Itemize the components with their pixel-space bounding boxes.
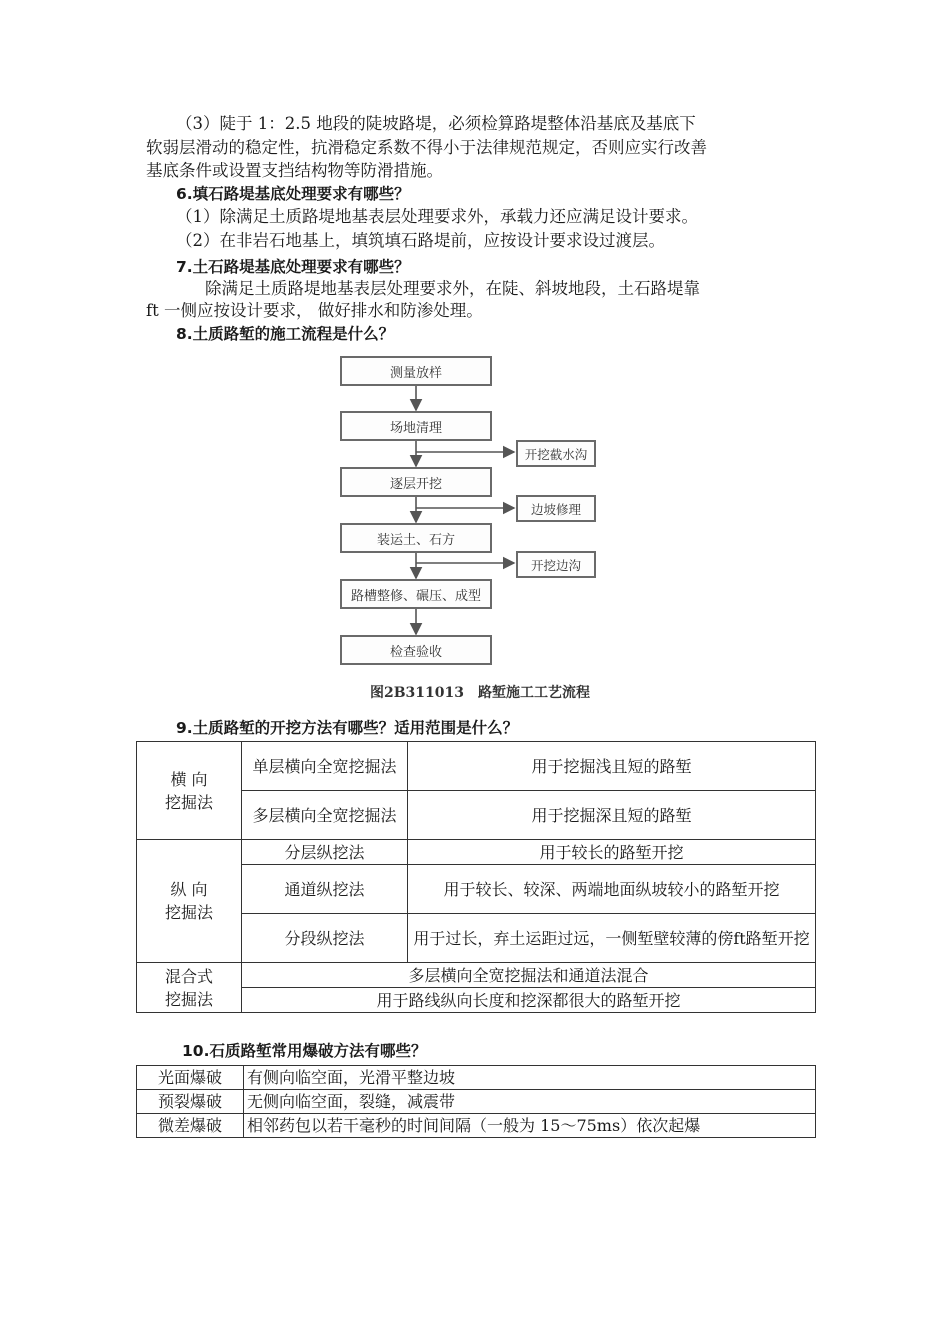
paragraph-3-line-1: （3）陡于 1：2.5 地段的陡坡路堤，必须检算路堤整体沿基底及基底下 <box>176 114 696 133</box>
paragraph-3-line-2: 软弱层滑动的稳定性，抗滑稳定系数不得小于法律规范规定，否则应实行改善 <box>146 138 707 157</box>
flow-side-intercepting-ditch: 开挖截水沟 <box>516 440 596 467</box>
question-6-answer-2: （2）在非岩石地基上，填筑填石路堤前，应按设计要求设过渡层。 <box>176 231 665 250</box>
group-transverse: 横 向 挖掘法 <box>137 742 242 840</box>
blasting-method-cell: 预裂爆破 <box>137 1090 244 1114</box>
table-row <box>137 1066 816 1090</box>
table-row <box>137 840 816 865</box>
blasting-desc-cell: 无侧向临空面，裂缝，减震带 <box>244 1090 816 1114</box>
blasting-method-cell: 微差爆破 <box>137 1114 244 1138</box>
question-7-answer-line-1: 除满足土质路堤地基表层处理要求外，在陡、斜坡地段，土石路堤靠 <box>205 279 700 298</box>
construction-flowchart <box>328 352 628 714</box>
question-7-heading: 7.土石路堤基底处理要求有哪些？ <box>176 258 410 276</box>
method-cell: 通道纵挖法 <box>242 865 408 914</box>
scope-cell: 用于挖掘深且短的路堑 <box>408 791 816 840</box>
question-8-heading: 8.土质路堑的施工流程是什么？ <box>176 325 395 343</box>
blasting-desc-cell: 有侧向临空面，光滑平整边坡 <box>244 1066 816 1090</box>
question-9-heading: 9.土质路堑的开挖方法有哪些？适用范围是什么？ <box>176 719 519 737</box>
scope-cell: 用于挖掘浅且短的路堑 <box>408 742 816 791</box>
flow-side-slope-trimming: 边坡修理 <box>516 495 596 522</box>
scope-cell: 多层横向全宽挖掘法和通道法混合 <box>242 963 816 988</box>
blasting-methods-table <box>136 1065 816 1138</box>
scope-cell: 用于较长、较深、两端地面纵坡较小的路堑开挖 <box>408 865 816 914</box>
question-6-answer-1: （1）除满足土质路堤地基表层处理要求外，承载力还应满足设计要求。 <box>176 207 698 226</box>
table-row <box>137 1090 816 1114</box>
question-7-answer-line-2: ft 一侧应按设计要求， 做好排水和防渗处理。 <box>146 301 483 320</box>
flow-side-side-ditch: 开挖边沟 <box>516 551 596 578</box>
blasting-desc-cell: 相邻药包以若干毫秒的时间间隔（一般为 15～75ms）依次起爆 <box>244 1114 816 1138</box>
group-longitudinal: 纵 向 挖掘法 <box>137 840 242 963</box>
flow-step-inspection: 检查验收 <box>340 635 492 665</box>
method-cell: 单层横向全宽挖掘法 <box>242 742 408 791</box>
group-mixed: 混合式 挖掘法 <box>137 963 242 1013</box>
table-row <box>137 742 816 791</box>
method-cell: 分层纵挖法 <box>242 840 408 865</box>
flow-step-site-clearing: 场地清理 <box>340 411 492 441</box>
flow-step-trench-finishing: 路槽整修、碾压、成型 <box>340 579 492 609</box>
flow-step-transport: 装运土、石方 <box>340 523 492 553</box>
method-cell: 多层横向全宽挖掘法 <box>242 791 408 840</box>
method-cell: 分段纵挖法 <box>242 914 408 963</box>
excavation-methods-table <box>136 741 816 1013</box>
scope-cell: 用于过长，弃土运距过远，一侧堑壁较薄的傍ft路堑开挖 <box>408 914 816 963</box>
table-row <box>137 1114 816 1138</box>
question-6-heading: 6.填石路堤基底处理要求有哪些？ <box>176 185 410 203</box>
paragraph-3-line-3: 基底条件或设置支挡结构物等防滑措施。 <box>146 161 443 180</box>
question-10-heading: 10.石质路堑常用爆破方法有哪些？ <box>182 1042 427 1060</box>
flow-step-layered-excavation: 逐层开挖 <box>340 467 492 497</box>
blasting-method-cell: 光面爆破 <box>137 1066 244 1090</box>
scope-cell: 用于路线纵向长度和挖深都很大的路堑开挖 <box>242 988 816 1013</box>
flow-step-survey: 测量放样 <box>340 356 492 386</box>
scope-cell: 用于较长的路堑开挖 <box>408 840 816 865</box>
flowchart-caption: 图2B311013 路堑施工工艺流程 <box>369 685 591 701</box>
table-row <box>137 963 816 988</box>
